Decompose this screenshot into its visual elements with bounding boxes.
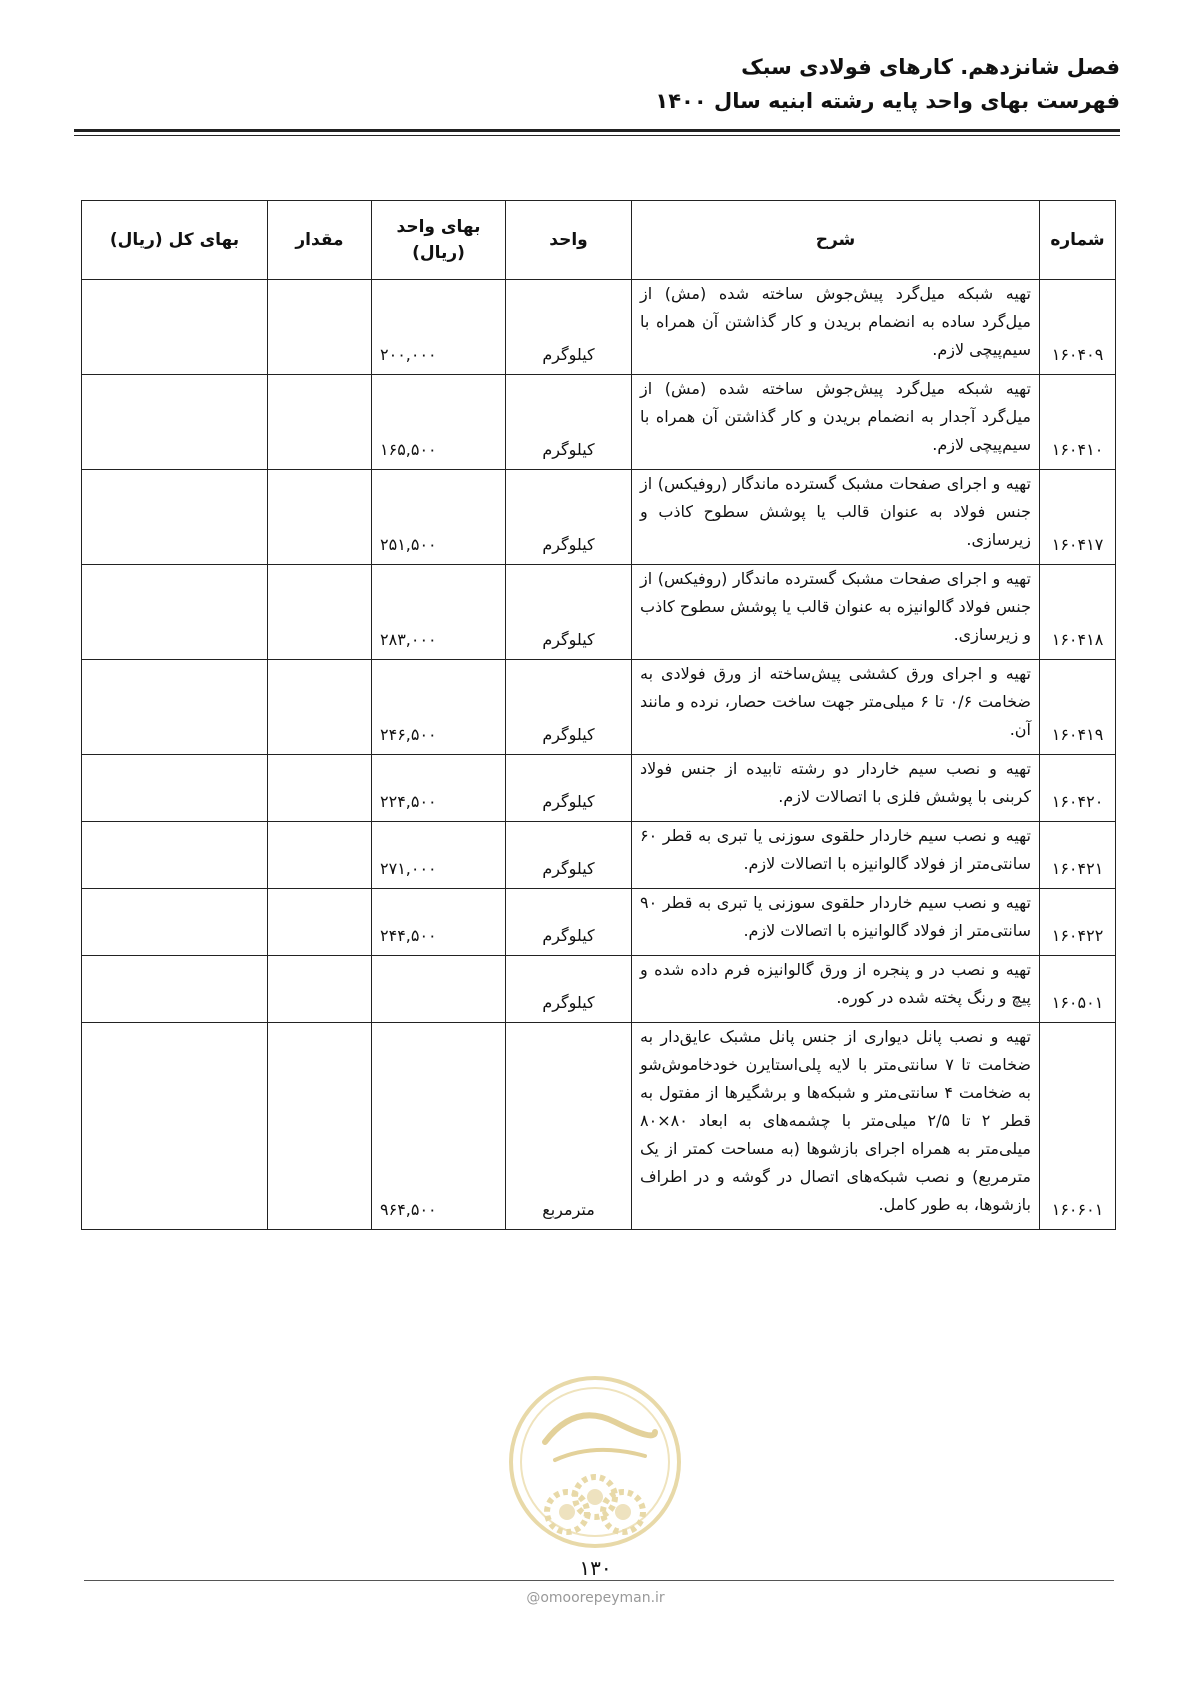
row-unit-price: ۹۶۴,۵۰۰: [372, 1023, 506, 1230]
row-code: ۱۶۰۴۲۱: [1040, 822, 1116, 889]
row-description: تهیه و نصب پانل دیواری از جنس پانل مشبک عایق‌دار به ضخامت تا ۷ سانتی‌متر با لایه پلی‌استایرن خودخاموش‌شو به ضخامت ۴ سانتی‌متر و شبکه‌ها و برشگیرها از مفتول به قطر ۲ تا ۲/۵ میلی‌متر با چشمه‌های به ابعاد ۸۰×۸۰ میلی‌متر به همراه اجرای بازشوها (به مساحت کمتر از یک مترمربع) و نصب شبکه‌های اتصال در گوشه و در اطراف بازشوها، به طور کامل.: [632, 1023, 1040, 1230]
row-total-price: [82, 1023, 268, 1230]
row-code: ۱۶۰۴۱۹: [1040, 660, 1116, 755]
page-number: ۱۳۰: [579, 1556, 612, 1580]
row-unit: مترمربع: [506, 1023, 632, 1230]
row-unit: کیلوگرم: [506, 375, 632, 470]
row-unit-price: ۲۰۰,۰۰۰: [372, 280, 506, 375]
row-quantity: [268, 889, 372, 956]
column-header-unit: واحد: [506, 201, 632, 280]
row-total-price: [82, 375, 268, 470]
row-total-price: [82, 565, 268, 660]
row-code: ۱۶۰۶۰۱: [1040, 1023, 1116, 1230]
unit-price-label: بهای واحد: [396, 217, 481, 237]
row-unit-price: ۲۷۱,۰۰۰: [372, 822, 506, 889]
row-description: تهیه و اجرای صفحات مشبک گسترده ماندگار (روفیکس) از جنس فولاد گالوانیزه به عنوان قالب یا پوشش سطوح کاذب و زیرسازی.: [632, 565, 1040, 660]
row-code: ۱۶۰۴۱۰: [1040, 375, 1116, 470]
row-unit: کیلوگرم: [506, 660, 632, 755]
table-row: [82, 660, 1116, 755]
site-watermark: @omoorepeyman.ir: [526, 1590, 665, 1606]
row-description: تهیه و نصب سیم خاردار حلقوی سوزنی یا تبری به قطر ۶۰ سانتی‌متر از فولاد گالوانیزه با اتصالات لازم.: [632, 822, 1040, 889]
row-description: تهیه و اجرای صفحات مشبک گسترده ماندگار (روفیکس) از جنس فولاد به عنوان قالب یا پوشش سطوح کاذب و زیرسازی.: [632, 470, 1040, 565]
watermark-logo: [505, 1372, 685, 1567]
row-unit: کیلوگرم: [506, 956, 632, 1023]
row-description: تهیه و اجرای ورق کششی پیش‌ساخته از ورق فولادی به ضخامت ۰/۶ تا ۶ میلی‌متر جهت ساخت حصار، نرده و مانند آن.: [632, 660, 1040, 755]
table-row: [82, 755, 1116, 822]
row-quantity: [268, 470, 372, 565]
row-code: ۱۶۰۵۰۱: [1040, 956, 1116, 1023]
row-unit: کیلوگرم: [506, 565, 632, 660]
row-unit-price: ۲۸۳,۰۰۰: [372, 565, 506, 660]
table-header-row: [82, 201, 1116, 280]
column-header-total-price: بهای کل (ریال): [82, 201, 268, 280]
row-total-price: [82, 470, 268, 565]
row-code: ۱۶۰۴۰۹: [1040, 280, 1116, 375]
row-unit: کیلوگرم: [506, 755, 632, 822]
row-total-price: [82, 956, 268, 1023]
row-quantity: [268, 280, 372, 375]
row-code: ۱۶۰۴۱۸: [1040, 565, 1116, 660]
row-total-price: [82, 889, 268, 956]
table-row: [82, 565, 1116, 660]
column-header-code: شماره: [1040, 201, 1116, 280]
table-row: [82, 470, 1116, 565]
row-unit-price: [372, 956, 506, 1023]
row-unit-price: ۲۴۴,۵۰۰: [372, 889, 506, 956]
row-unit: کیلوگرم: [506, 470, 632, 565]
row-total-price: [82, 280, 268, 375]
row-description: تهیه شبکه میل‌گرد پیش‌جوش ساخته شده (مش) از میل‌گرد آجدار به انضمام بریدن و کار گذاشتن آن همراه با سیم‌پیچی لازم.: [632, 375, 1040, 470]
table-row: [82, 1023, 1116, 1230]
row-quantity: [268, 565, 372, 660]
row-quantity: [268, 660, 372, 755]
column-header-description: شرح: [632, 201, 1040, 280]
row-total-price: [82, 755, 268, 822]
page-header: [74, 50, 1120, 118]
row-code: ۱۶۰۴۱۷: [1040, 470, 1116, 565]
chapter-title: فصل شانزدهم. کارهای فولادی سبک: [741, 55, 1120, 79]
row-description: تهیه شبکه میل‌گرد پیش‌جوش ساخته شده (مش) از میل‌گرد ساده به انضمام بریدن و کار گذاشتن آن همراه با سیم‌پیچی لازم.: [632, 280, 1040, 375]
row-quantity: [268, 822, 372, 889]
column-header-quantity: مقدار: [268, 201, 372, 280]
row-unit: کیلوگرم: [506, 822, 632, 889]
row-unit-price: ۱۶۵,۵۰۰: [372, 375, 506, 470]
row-description: تهیه و نصب سیم خاردار حلقوی سوزنی یا تبری به قطر ۹۰ سانتی‌متر از فولاد گالوانیزه با اتصالات لازم.: [632, 889, 1040, 956]
price-table: [81, 200, 1116, 1230]
row-unit-price: ۲۵۱,۵۰۰: [372, 470, 506, 565]
price-list-title: فهرست بهای واحد پایه رشته ابنیه سال ۱۴۰۰: [655, 89, 1120, 113]
row-code: ۱۶۰۴۲۰: [1040, 755, 1116, 822]
unit-price-currency: (ریال): [412, 243, 465, 263]
row-unit-price: ۲۲۴,۵۰۰: [372, 755, 506, 822]
row-quantity: [268, 755, 372, 822]
row-quantity: [268, 956, 372, 1023]
row-unit: کیلوگرم: [506, 280, 632, 375]
row-unit: کیلوگرم: [506, 889, 632, 956]
table-row: [82, 889, 1116, 956]
table-row: [82, 375, 1116, 470]
row-unit-price: ۲۴۶,۵۰۰: [372, 660, 506, 755]
column-header-unit-price: [372, 201, 506, 280]
row-quantity: [268, 1023, 372, 1230]
table-row: [82, 280, 1116, 375]
row-description: تهیه و نصب در و پنجره از ورق گالوانیزه فرم داده شده و پیچ و رنگ پخته شده در کوره.: [632, 956, 1040, 1023]
row-code: ۱۶۰۴۲۲: [1040, 889, 1116, 956]
row-quantity: [268, 375, 372, 470]
row-total-price: [82, 822, 268, 889]
table-row: [82, 822, 1116, 889]
row-description: تهیه و نصب سیم خاردار دو رشته تابیده از جنس فولاد کربنی با پوشش فلزی با اتصالات لازم.: [632, 755, 1040, 822]
header-rule-thick: [74, 129, 1120, 132]
header-rule-thin: [74, 135, 1120, 136]
row-total-price: [82, 660, 268, 755]
table-row: [82, 956, 1116, 1023]
footer-rule: [84, 1580, 1114, 1581]
